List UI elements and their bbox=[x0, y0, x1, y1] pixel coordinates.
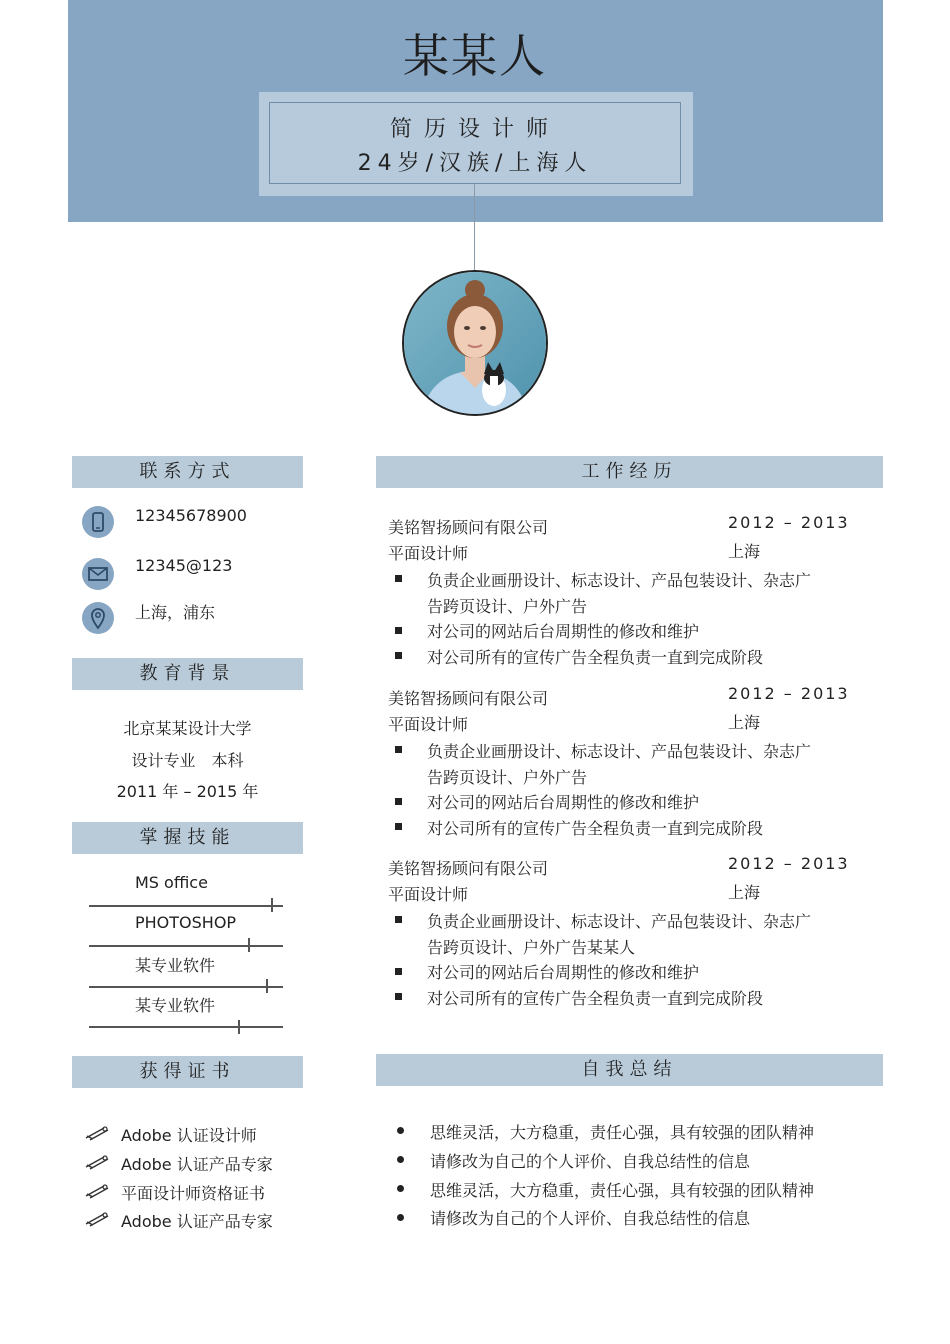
avatar-portrait bbox=[404, 272, 546, 414]
job-bullet: 对公司的网站后台周期性的修改和维护 bbox=[427, 963, 700, 982]
certificate-item: 平面设计师资格证书 bbox=[121, 1184, 266, 1203]
phone-icon bbox=[82, 506, 114, 538]
skill-bar bbox=[89, 1026, 283, 1028]
job-bullet: 对公司所有的宣传广告全程负责一直到完成阶段 bbox=[427, 648, 764, 667]
job-bullet: 负责企业画册设计、标志设计、产品包装设计、杂志广 bbox=[427, 912, 812, 931]
bullet bbox=[395, 993, 402, 1000]
section-certificates: 获得证书 bbox=[72, 1056, 303, 1088]
job-period: 2012 – 2013 bbox=[728, 684, 850, 703]
bullet bbox=[397, 1127, 404, 1134]
bullet bbox=[395, 627, 402, 634]
bullet bbox=[395, 746, 402, 753]
job-bullet: 告跨页设计、户外广告某某人 bbox=[427, 938, 636, 957]
job-title: 简历设计师 bbox=[389, 117, 560, 142]
skill-bar bbox=[89, 986, 283, 988]
avatar bbox=[402, 270, 548, 416]
job-position: 平面设计师 bbox=[388, 544, 469, 563]
job-company: 美铭智扬顾问有限公司 bbox=[388, 689, 549, 708]
job-bullet: 对公司所有的宣传广告全程负责一直到完成阶段 bbox=[427, 819, 764, 838]
skill-bar bbox=[89, 905, 283, 907]
job-city: 上海 bbox=[728, 713, 761, 732]
section-education: 教育背景 bbox=[72, 658, 303, 690]
education-school: 北京某某设计大学 bbox=[123, 719, 252, 738]
bullet bbox=[395, 823, 402, 830]
connector-line bbox=[474, 184, 475, 272]
job-company: 美铭智扬顾问有限公司 bbox=[388, 518, 549, 537]
section-skills: 掌握技能 bbox=[72, 822, 303, 854]
summary-item: 思维灵活，大方稳重，责任心强，具有较强的团队精神 bbox=[430, 1123, 815, 1142]
job-bullet: 负责企业画册设计、标志设计、产品包装设计、杂志广 bbox=[427, 742, 812, 761]
summary-item: 请修改为自己的个人评价、自我总结性的信息 bbox=[430, 1152, 751, 1171]
skill-name: MS office bbox=[135, 873, 208, 892]
job-bullet: 告跨页设计、户外广告 bbox=[427, 597, 588, 616]
job-position: 平面设计师 bbox=[388, 885, 469, 904]
certificate-icon bbox=[84, 1153, 110, 1175]
skill-level-marker bbox=[248, 938, 250, 952]
certificate-item: Adobe 认证产品专家 bbox=[121, 1155, 273, 1174]
bullet bbox=[397, 1156, 404, 1163]
person-name: 某某人 bbox=[403, 29, 547, 83]
mail-icon bbox=[82, 558, 114, 590]
personal-info: 24岁/汉族/上海人 bbox=[357, 151, 593, 176]
certificate-icon bbox=[84, 1124, 110, 1146]
skill-name: 某专业软件 bbox=[135, 956, 216, 975]
summary-item: 请修改为自己的个人评价、自我总结性的信息 bbox=[430, 1209, 751, 1228]
bullet bbox=[397, 1214, 404, 1221]
skill-name: PHOTOSHOP bbox=[135, 913, 237, 932]
education-period: 2011 年 – 2015 年 bbox=[116, 782, 259, 801]
bullet bbox=[395, 916, 402, 923]
skill-bar bbox=[89, 945, 283, 947]
certificate-icon bbox=[84, 1210, 110, 1232]
bullet bbox=[395, 652, 402, 659]
section-work: 工作经历 bbox=[376, 456, 883, 488]
job-period: 2012 – 2013 bbox=[728, 513, 850, 532]
job-city: 上海 bbox=[728, 542, 761, 561]
section-summary: 自我总结 bbox=[376, 1054, 883, 1086]
section-contact: 联系方式 bbox=[72, 456, 303, 488]
contact-phone: 12345678900 bbox=[135, 506, 247, 525]
job-period: 2012 – 2013 bbox=[728, 854, 850, 873]
job-bullet: 对公司的网站后台周期性的修改和维护 bbox=[427, 622, 700, 641]
job-bullet: 对公司所有的宣传广告全程负责一直到完成阶段 bbox=[427, 989, 764, 1008]
education-major: 设计专业 本科 bbox=[131, 751, 244, 770]
certificate-item: Adobe 认证设计师 bbox=[121, 1126, 257, 1145]
contact-address: 上海，浦东 bbox=[135, 603, 216, 622]
bullet bbox=[395, 968, 402, 975]
job-position: 平面设计师 bbox=[388, 715, 469, 734]
bullet bbox=[395, 575, 402, 582]
bullet bbox=[397, 1185, 404, 1192]
skill-level-marker bbox=[271, 898, 273, 912]
certificate-item: Adobe 认证产品专家 bbox=[121, 1212, 273, 1231]
skill-name: 某专业软件 bbox=[135, 996, 216, 1015]
contact-email: 12345@123 bbox=[135, 556, 233, 575]
location-icon bbox=[82, 602, 114, 634]
certificate-icon bbox=[84, 1182, 110, 1204]
bullet bbox=[395, 798, 402, 805]
summary-item: 思维灵活，大方稳重，责任心强，具有较强的团队精神 bbox=[430, 1181, 815, 1200]
job-city: 上海 bbox=[728, 883, 761, 902]
job-bullet: 告跨页设计、户外广告 bbox=[427, 768, 588, 787]
skill-level-marker bbox=[238, 1020, 240, 1034]
job-bullet: 负责企业画册设计、标志设计、产品包装设计、杂志广 bbox=[427, 571, 812, 590]
skill-level-marker bbox=[266, 979, 268, 993]
job-bullet: 对公司的网站后台周期性的修改和维护 bbox=[427, 793, 700, 812]
job-company: 美铭智扬顾问有限公司 bbox=[388, 859, 549, 878]
